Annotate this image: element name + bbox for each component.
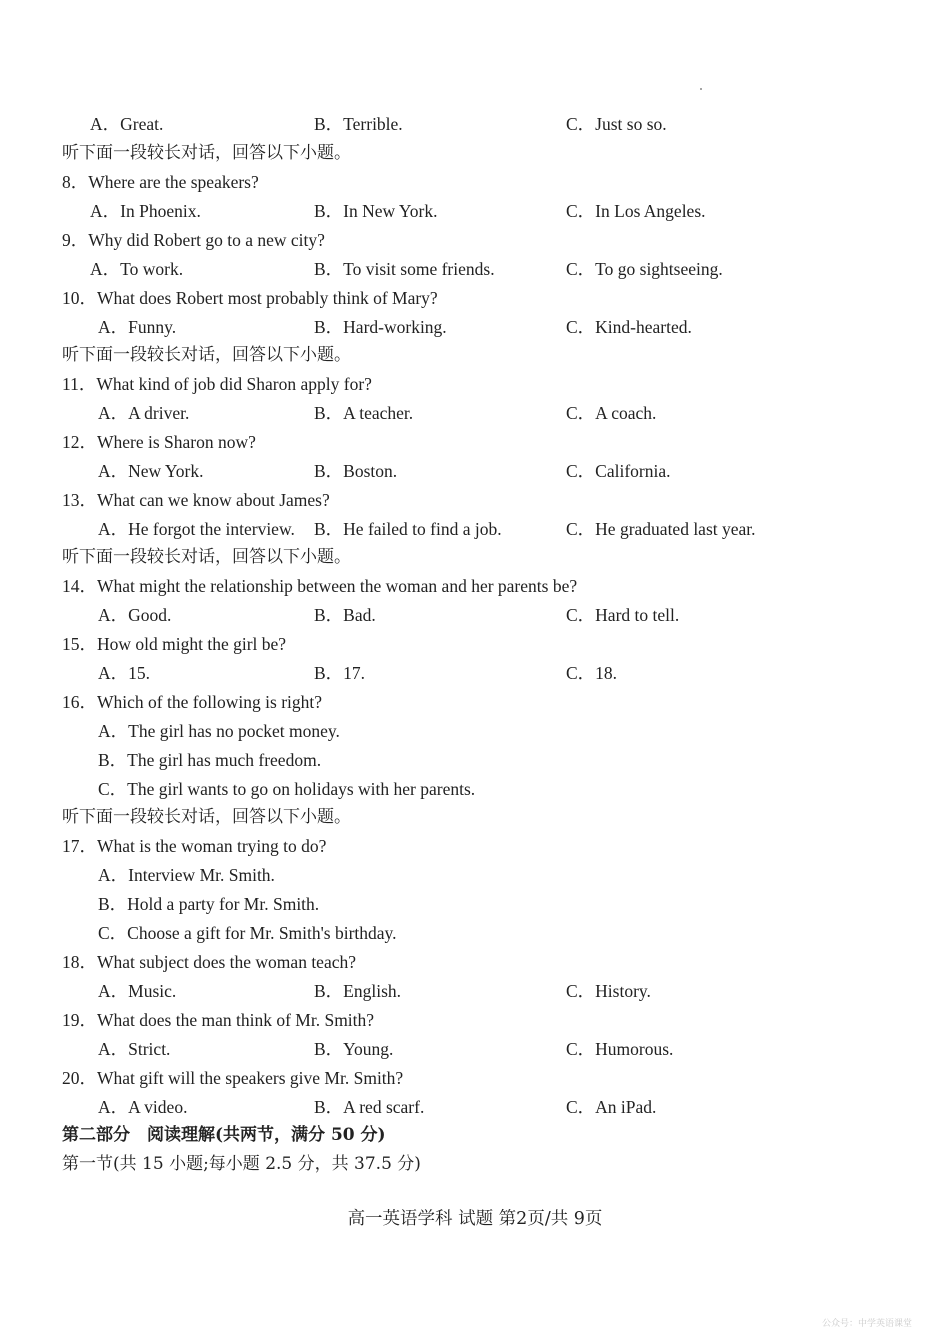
option-b: B．He failed to find a job. [314, 519, 502, 539]
q14-options [0, 601, 950, 630]
option-c: C．Humorous. [566, 1039, 674, 1059]
option-a: A．A driver. [98, 403, 190, 423]
option-c: C．Kind-hearted. [566, 317, 692, 337]
q9-options [0, 255, 950, 284]
question-10: 10．What does Robert most probably think of Mary? [62, 288, 438, 308]
option-b: B．Young. [314, 1039, 394, 1059]
q16-option-b-row [0, 746, 950, 775]
question-16: 16．Which of the following is right? [62, 692, 323, 712]
option-a: A．The girl has no pocket money. [98, 721, 340, 741]
dialogue-intro: 听下面一段较长对话，回答以下小题。 [62, 547, 351, 567]
question-15: 15．How old might the girl be? [62, 634, 287, 654]
dialogue-intro: 听下面一段较长对话，回答以下小题。 [62, 807, 351, 827]
option-c: C．An iPad. [566, 1097, 657, 1117]
option-a: A．Interview Mr. Smith. [98, 865, 275, 885]
option-a: A．To work. [90, 259, 184, 279]
question-11: 11．What kind of job did Sharon apply for? [62, 374, 372, 394]
option-a: A．Funny. [98, 317, 177, 337]
question-20: 20．What gift will the speakers give Mr. Smith? [62, 1068, 404, 1088]
dialogue-intro: 听下面一段较长对话，回答以下小题。 [62, 143, 351, 163]
q20-options [0, 1093, 950, 1122]
question-17: 17．What is the woman trying to do? [62, 836, 327, 856]
option-b: B．Hold a party for Mr. Smith. [98, 894, 320, 914]
option-b: B．A red scarf. [314, 1097, 425, 1117]
question-12: 12．Where is Sharon now? [62, 432, 256, 452]
question-19: 19．What does the man think of Mr. Smith? [62, 1010, 375, 1030]
question-8: 8．Where are the speakers? [62, 172, 259, 192]
option-c: C．California. [566, 461, 671, 481]
option-a: A．Good. [98, 605, 172, 625]
option-b: B．A teacher. [314, 403, 414, 423]
option-a: A．Great. [90, 114, 164, 134]
option-c: C．Hard to tell. [566, 605, 680, 625]
question-18: 18．What subject does the woman teach? [62, 952, 356, 972]
q7-options [0, 110, 950, 139]
option-b: B．In New York. [314, 201, 438, 221]
question-14: 14．What might the relationship between the woman and her parents be? [62, 576, 578, 596]
option-a: A．In Phoenix. [90, 201, 201, 221]
q15-options [0, 659, 950, 688]
option-b: B．To visit some friends. [314, 259, 495, 279]
option-b: B．Boston. [314, 461, 398, 481]
option-c: C．18. [566, 663, 618, 683]
q17-option-b-row [0, 890, 950, 919]
q16-option-a-row [0, 717, 950, 746]
q13-options [0, 515, 950, 544]
option-a: A．New York. [98, 461, 204, 481]
question-13: 13．What can we know about James? [62, 490, 330, 510]
option-a: A．Strict. [98, 1039, 171, 1059]
option-b: B．English. [314, 981, 402, 1001]
q17-option-a-row [0, 861, 950, 890]
q12-options [0, 457, 950, 486]
option-b: B．Terrible. [314, 114, 403, 134]
option-b: B．Hard-working. [314, 317, 447, 337]
q16-option-c-row [0, 775, 950, 804]
q8-options [0, 197, 950, 226]
question-9: 9．Why did Robert go to a new city? [62, 230, 325, 250]
watermark: 公众号：中学英语课堂 [821, 1319, 912, 1329]
option-b: B．17. [314, 663, 366, 683]
option-a: A．Music. [98, 981, 177, 1001]
section1-heading: 第一节(共 15 小题;每小题 2.5 分，共 37.5 分) [62, 1154, 421, 1174]
option-c: C．Just so so. [566, 114, 667, 134]
option-c: C．The girl wants to go on holidays with her parents. [98, 779, 476, 799]
q11-options [0, 399, 950, 428]
dialogue-intro: 听下面一段较长对话，回答以下小题。 [62, 345, 351, 365]
option-b: B．The girl has much freedom. [98, 750, 322, 770]
speck [700, 88, 702, 90]
option-b: B．Bad. [314, 605, 376, 625]
option-c: C．Choose a gift for Mr. Smith's birthday. [98, 923, 397, 943]
option-c: C．He graduated last year. [566, 519, 756, 539]
option-a: A．15. [98, 663, 151, 683]
option-c: C．To go sightseeing. [566, 259, 723, 279]
option-a: A．He forgot the interview. [98, 519, 295, 539]
option-c: C．A coach. [566, 403, 657, 423]
part2-heading: 第二部分 阅读理解(共两节，满分 50 分) [62, 1125, 386, 1145]
page-footer: 高一英语学科 试题 第2页/共 9页 [347, 1209, 603, 1229]
q10-options [0, 313, 950, 342]
option-a: A．A video. [98, 1097, 188, 1117]
q19-options [0, 1035, 950, 1064]
option-c: C．In Los Angeles. [566, 201, 706, 221]
q18-options [0, 977, 950, 1006]
q17-option-c-row [0, 919, 950, 948]
option-c: C．History. [566, 981, 651, 1001]
